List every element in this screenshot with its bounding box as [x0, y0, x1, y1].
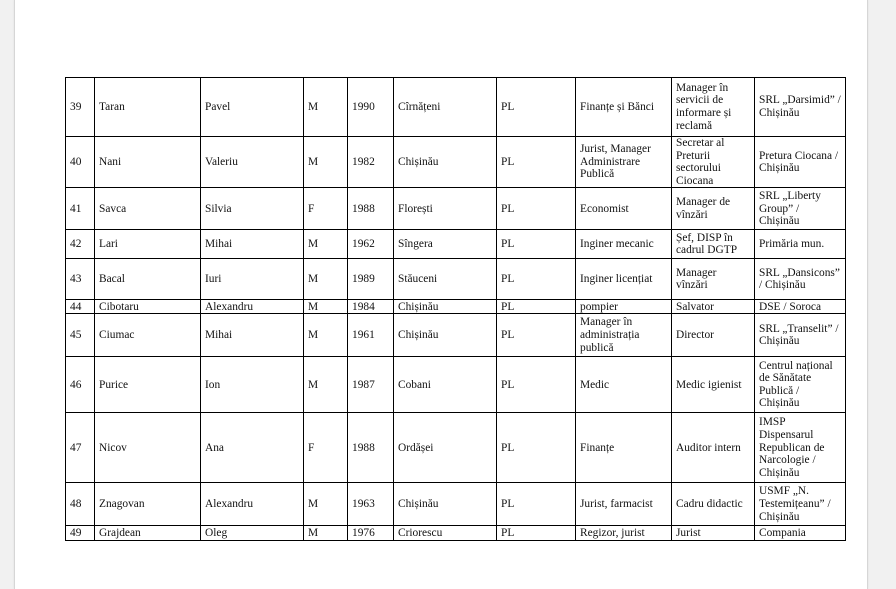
cell-first: Mihai: [201, 230, 304, 259]
candidates-table: [65, 77, 846, 541]
cell-job: Medic igienist: [672, 357, 755, 413]
cell-sex: F: [304, 188, 348, 230]
cell-place: Chișinău: [394, 314, 497, 357]
cell-work: Primăria mun.: [755, 230, 846, 259]
cell-job: Auditor intern: [672, 413, 755, 483]
cell-party: PL: [497, 483, 576, 526]
cell-year: 1982: [348, 137, 394, 188]
table-row: [66, 526, 846, 541]
cell-last: Nani: [95, 137, 201, 188]
cell-first: Ion: [201, 357, 304, 413]
cell-party: PL: [497, 137, 576, 188]
cell-sex: M: [304, 526, 348, 541]
cell-work: DSE / Soroca: [755, 300, 846, 314]
cell-year: 1987: [348, 357, 394, 413]
cell-sex: M: [304, 300, 348, 314]
cell-first: Alexandru: [201, 483, 304, 526]
cell-sex: M: [304, 259, 348, 300]
cell-nr: 39: [66, 78, 95, 137]
cell-sex: F: [304, 413, 348, 483]
cell-last: Bacal: [95, 259, 201, 300]
cell-nr: 40: [66, 137, 95, 188]
table-row: [66, 314, 846, 357]
cell-sex: M: [304, 78, 348, 137]
cell-party: PL: [497, 259, 576, 300]
cell-first: Valeriu: [201, 137, 304, 188]
table-row: [66, 137, 846, 188]
table-row: [66, 188, 846, 230]
table-row: [66, 230, 846, 259]
cell-year: 1976: [348, 526, 394, 541]
cell-party: PL: [497, 357, 576, 413]
cell-place: Ordășei: [394, 413, 497, 483]
cell-job: Cadru didactic: [672, 483, 755, 526]
cell-place: Chișinău: [394, 483, 497, 526]
cell-party: PL: [497, 300, 576, 314]
cell-year: 1984: [348, 300, 394, 314]
cell-job: Salvator: [672, 300, 755, 314]
cell-nr: 43: [66, 259, 95, 300]
cell-year: 1988: [348, 413, 394, 483]
cell-studies: Jurist, farmacist: [576, 483, 672, 526]
cell-last: Lari: [95, 230, 201, 259]
cell-studies: Medic: [576, 357, 672, 413]
table-body: [66, 78, 846, 541]
cell-job: Jurist: [672, 526, 755, 541]
cell-studies: Economist: [576, 188, 672, 230]
cell-place: Florești: [394, 188, 497, 230]
cell-work: SRL „Darsimid” / Chișinău: [755, 78, 846, 137]
cell-place: Cobani: [394, 357, 497, 413]
cell-nr: 47: [66, 413, 95, 483]
cell-sex: M: [304, 137, 348, 188]
cell-sex: M: [304, 357, 348, 413]
cell-work: USMF „N. Testemițeanu” / Chișinău: [755, 483, 846, 526]
cell-job: Manager de vînzări: [672, 188, 755, 230]
cell-nr: 48: [66, 483, 95, 526]
cell-first: Silvia: [201, 188, 304, 230]
cell-work: Pretura Ciocana / Chișinău: [755, 137, 846, 188]
cell-place: Sîngera: [394, 230, 497, 259]
cell-studies: Jurist, Manager Administrare Publică: [576, 137, 672, 188]
cell-last: Cibotaru: [95, 300, 201, 314]
table-row: [66, 300, 846, 314]
cell-place: Criorescu: [394, 526, 497, 541]
cell-first: Iuri: [201, 259, 304, 300]
cell-first: Ana: [201, 413, 304, 483]
cell-nr: 49: [66, 526, 95, 541]
table-row: [66, 357, 846, 413]
cell-work: Compania: [755, 526, 846, 541]
cell-work: Centrul național de Sănătate Publică / Chișinău: [755, 357, 846, 413]
cell-last: Znagovan: [95, 483, 201, 526]
cell-work: SRL „Transelit” / Chișinău: [755, 314, 846, 357]
table-row: [66, 78, 846, 137]
cell-studies: pompier: [576, 300, 672, 314]
document-page: [14, 0, 868, 589]
cell-place: Chișinău: [394, 300, 497, 314]
table-row: [66, 413, 846, 483]
cell-party: PL: [497, 314, 576, 357]
cell-year: 1989: [348, 259, 394, 300]
cell-place: Stăuceni: [394, 259, 497, 300]
cell-work: SRL „Liberty Group” / Chișinău: [755, 188, 846, 230]
cell-first: Mihai: [201, 314, 304, 357]
cell-studies: Finanțe: [576, 413, 672, 483]
cell-last: Purice: [95, 357, 201, 413]
table-row: [66, 259, 846, 300]
cell-work: SRL „Dansicons” / Chișinău: [755, 259, 846, 300]
cell-last: Grajdean: [95, 526, 201, 541]
cell-year: 1963: [348, 483, 394, 526]
cell-nr: 42: [66, 230, 95, 259]
cell-last: Savca: [95, 188, 201, 230]
cell-sex: M: [304, 230, 348, 259]
cell-last: Ciumac: [95, 314, 201, 357]
cell-party: PL: [497, 230, 576, 259]
cell-last: Nicov: [95, 413, 201, 483]
cell-first: Alexandru: [201, 300, 304, 314]
cell-party: PL: [497, 188, 576, 230]
cell-nr: 44: [66, 300, 95, 314]
cell-job: Director: [672, 314, 755, 357]
cell-first: Pavel: [201, 78, 304, 137]
table-row: [66, 483, 846, 526]
cell-job: Secretar al Preturii sectorului Ciocana: [672, 137, 755, 188]
cell-year: 1988: [348, 188, 394, 230]
cell-year: 1990: [348, 78, 394, 137]
cell-work: IMSP Dispensarul Republican de Narcologie / Chișinău: [755, 413, 846, 483]
cell-studies: Finanțe și Bănci: [576, 78, 672, 137]
cell-party: PL: [497, 78, 576, 137]
cell-year: 1962: [348, 230, 394, 259]
cell-studies: Inginer mecanic: [576, 230, 672, 259]
cell-job: Manager vînzări: [672, 259, 755, 300]
cell-last: Taran: [95, 78, 201, 137]
cell-place: Cîrnățeni: [394, 78, 497, 137]
cell-nr: 46: [66, 357, 95, 413]
cell-job: Șef, DISP în cadrul DGTP: [672, 230, 755, 259]
cell-job: Manager în servicii de informare și reclamă: [672, 78, 755, 137]
cell-year: 1961: [348, 314, 394, 357]
cell-sex: M: [304, 483, 348, 526]
cell-party: PL: [497, 413, 576, 483]
cell-party: PL: [497, 526, 576, 541]
cell-studies: Inginer licențiat: [576, 259, 672, 300]
cell-first: Oleg: [201, 526, 304, 541]
cell-place: Chișinău: [394, 137, 497, 188]
cell-nr: 41: [66, 188, 95, 230]
cell-nr: 45: [66, 314, 95, 357]
cell-studies: Regizor, jurist: [576, 526, 672, 541]
cell-studies: Manager în administrația publică: [576, 314, 672, 357]
cell-sex: M: [304, 314, 348, 357]
